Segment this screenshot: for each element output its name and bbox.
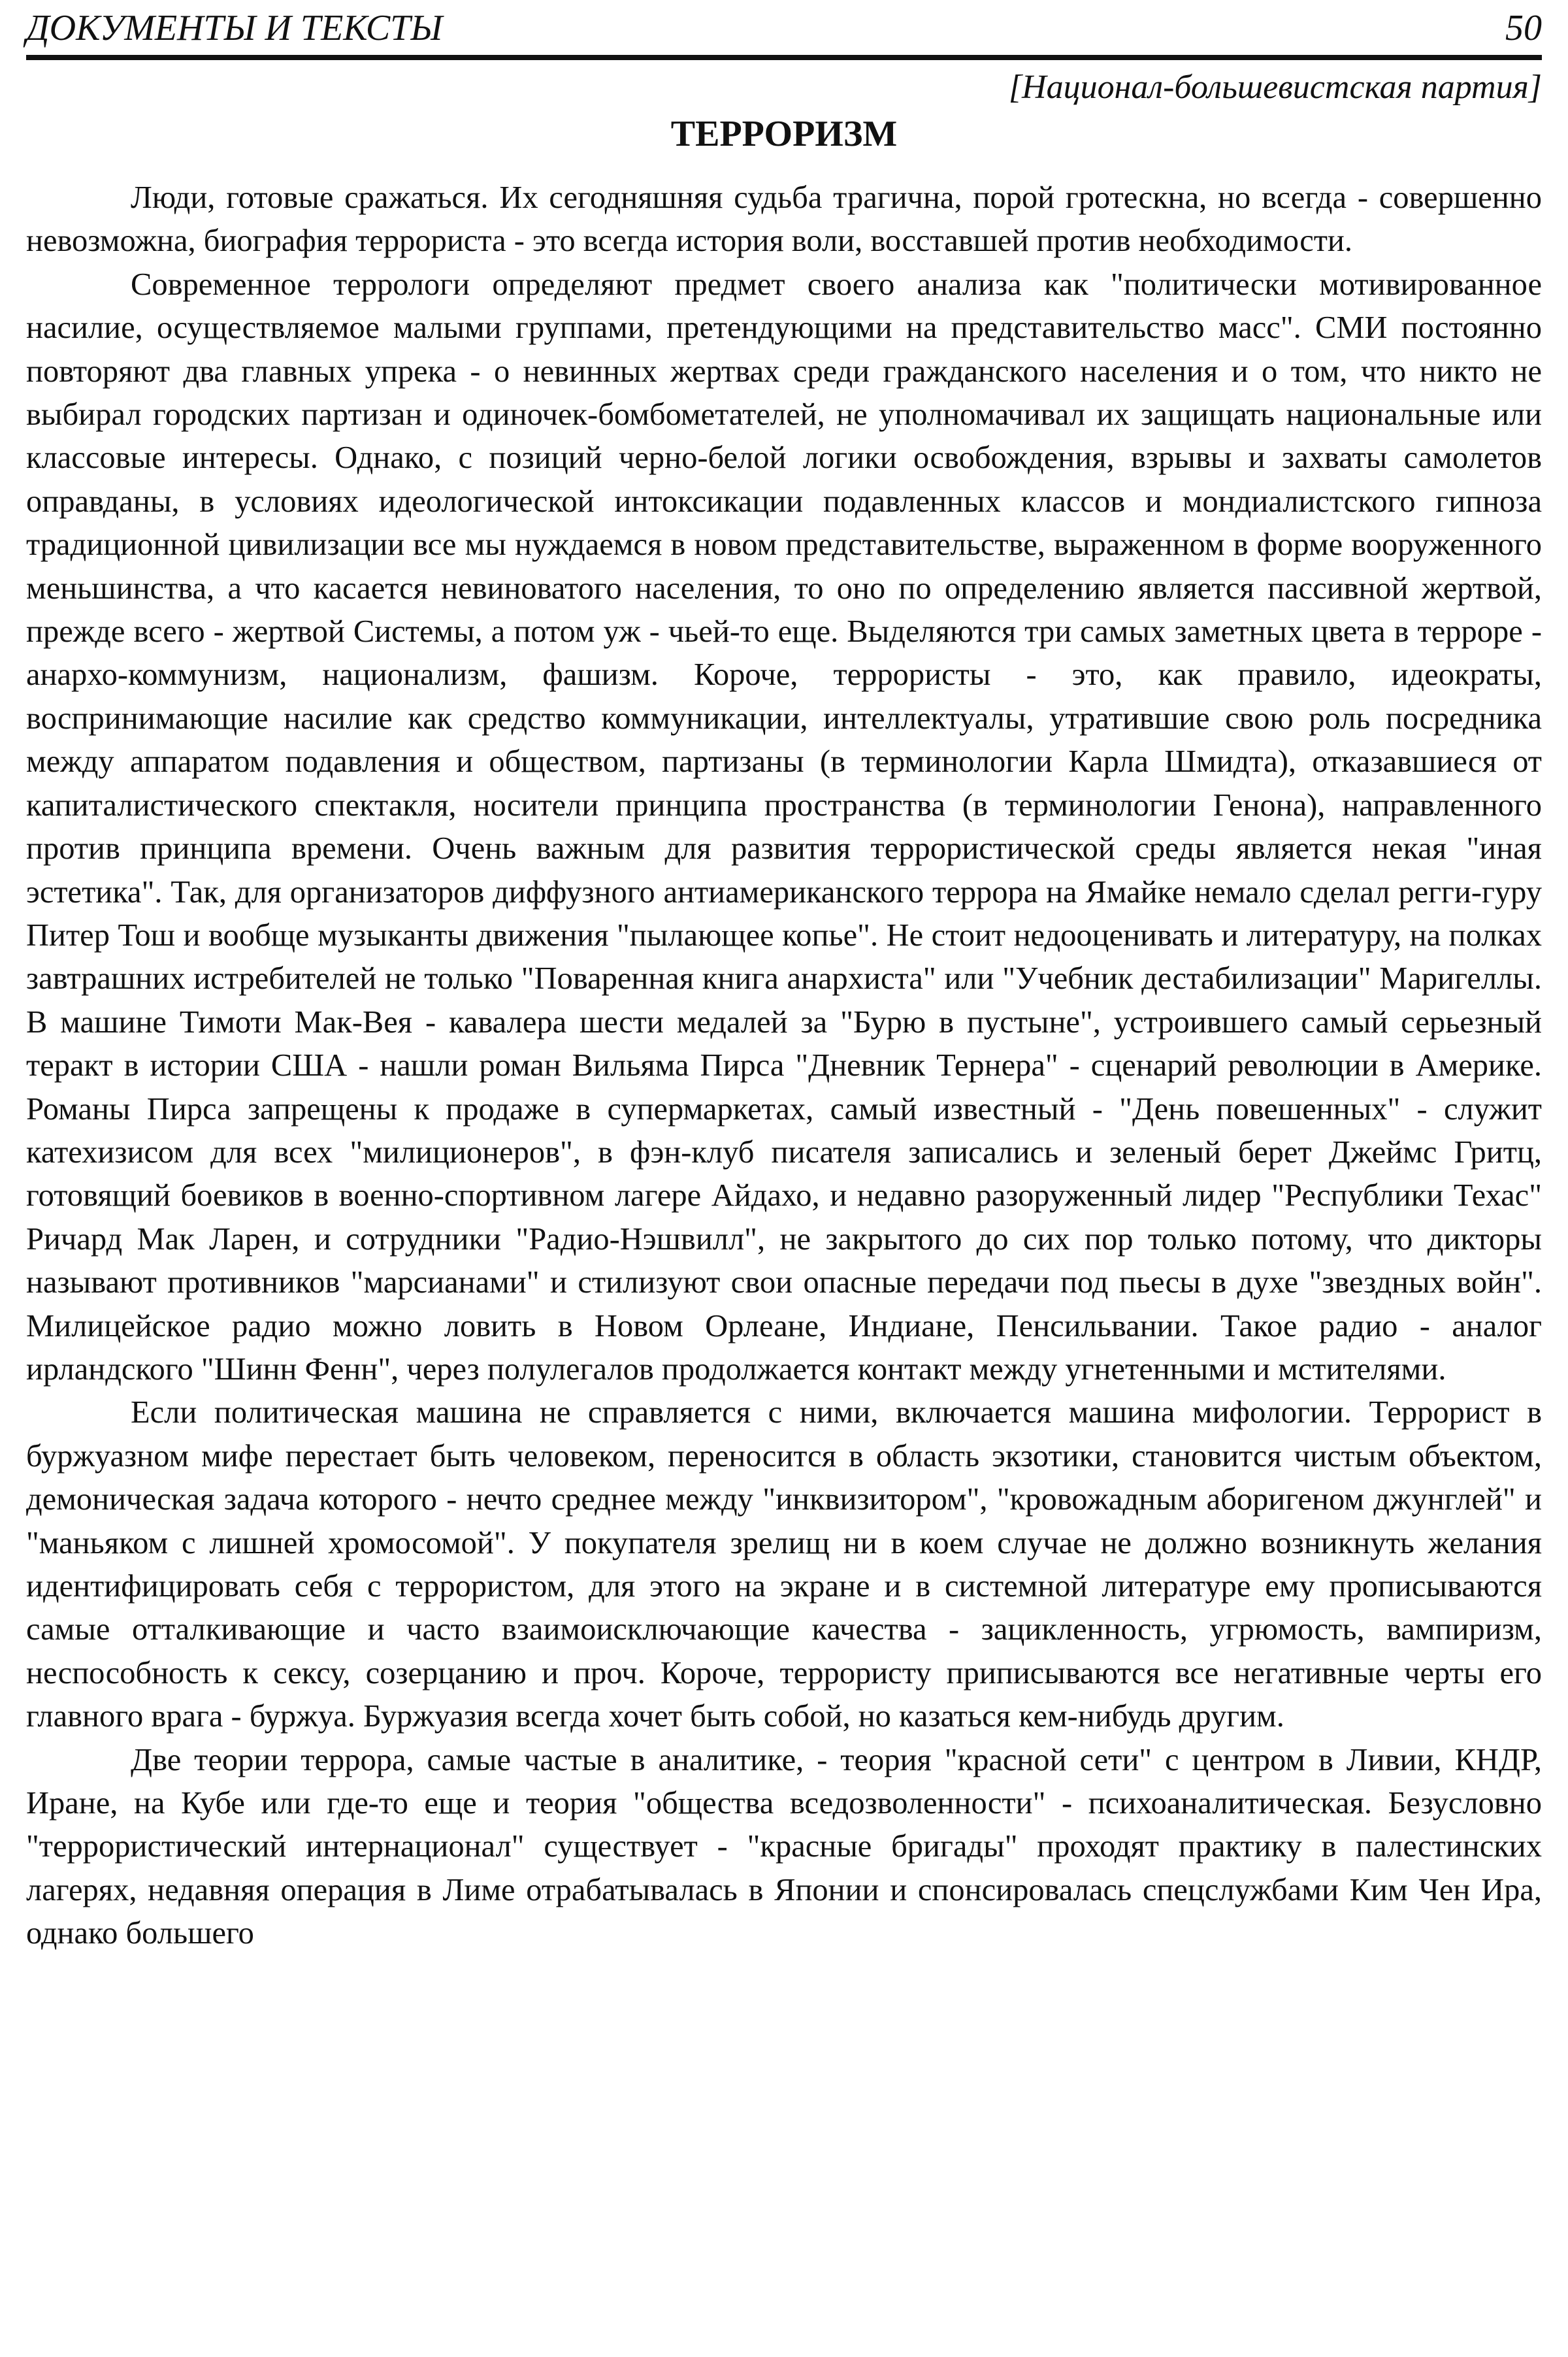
header-rule [26, 55, 1542, 60]
paragraph-3: Если политическая машина не справляется с ними, включается машина мифологии. Террорист в буржуазном мифе перестает быть человеком, переносится в область экзотики, становится чистым объектом, демоническая задача которого - нечто среднее между "инквизитором", "кровожадным аборигеном джунглей" и "маньяком с лишней хромосомой". У покупателя зрелищ ни в коем случае не должно возникнуть желания идентифицировать себя с террористом, для этого на экране и в системной литературе ему прописываются самые отталкивающие и часто взаимоисключающие качества - зацикленность, угрюмость, вампиризм, неспособность к сексу, созерцанию и проч. Короче, террористу приписываются все негативные черты его главного врага - буржуа. Буржуазия всегда хочет быть собой, но казаться кем-нибудь другим. [26, 1395, 1542, 1734]
page-header [26, 5, 1542, 51]
page-number: 50 [1505, 8, 1542, 48]
running-title: ДОКУМЕНТЫ И ТЕКСТЫ [26, 8, 443, 48]
article-title: ТЕРРОРИЗМ [670, 114, 898, 154]
attribution: [Национал-большевистская партия] [1008, 69, 1542, 106]
paragraph-2: Современное террологи определяют предмет своего анализа как "политически мотивированное насилие, осуществляемое малыми группами, претендующими на представительство масс". СМИ постоянно повторяют два главных упрека - о невинных жертвах среди гражданского населения и о том, что никто не выбирал городских партизан и одиночек-бомбометателей, не уполномачивал их защищать национальные или классовые интересы. Однако, с позиций черно-белой логики освобождения, взрывы и захваты самолетов оправданы, в условиях идеологической интоксикации подавленных классов и мондиалистского гипноза традиционной цивилизации все мы нуждаемся в новом представительстве, выраженном в форме вооруженного меньшинства, а что касается невиноватого населения, то оно по определению является пассивной жертвой, прежде всего - жертвой Системы, а потом уж - чьей-то еще. Выделяются три самых заметных цвета в терроре - анархо-коммунизм, национализм, фашизм. Короче, террористы - это, как правило, идеократы, воспринимающие насилие как средство коммуникации, интеллектуалы, утратившие свою роль посредника между аппаратом подавления и обществом, партизаны (в терминологии Карла Шмидта), отказавшиеся от капиталистического спектакля, носители принципа пространства (в терминологии Генона), направленного против принципа времени. Очень важным для развития террористической среды является некая "иная эстетика". Так, для организаторов диффузного антиамериканского террора на Ямайке немало сделал регги-гуру Питер Тош и вообще музыканты движения "пылающее копье". Не стоит недооценивать и литературу, на полках завтрашних истребителей не только "Поваренная книга анархиста" или "Учебник дестабилизации" Маригеллы. В машине Тимоти Мак-Вея - кавалера шести медалей за "Бурю в пустыне", устроившего самый серьезный теракт в истории США - нашли роман Вильяма Пирса "Дневник Тернера" - сценарий революции в Америке. Романы Пирса запрещены к продаже в супермаркетах, самый известный - "День повешенных" - служит катехизисом для всех "милиционеров", в фэн-клуб писателя записались и зеленый берет Джеймс Гритц, готовящий боевиков в военно-спортивном лагере Айдахо, и недавно разоруженный лидер "Республики Техас" Ричард Мак Ларен, и сотрудники "Радио-Нэшвилл", не закрытого до сих пор только потому, что дикторы называют противников "марсианами" и стилизуют свои опасные передачи под пьесы в духе "звездных войн". Милицейское радио можно ловить в Новом Орлеане, Индиане, Пенсильвании. Такое радио - аналог ирландского "Шинн Фенн", через полулегалов продолжается контакт между угнетенными и мстителями. [26, 267, 1542, 1387]
article-body [26, 176, 1542, 1956]
paragraph-4: Две теории террора, самые частые в аналитике, - теория "красной сети" с центром в Ливии, КНДР, Иране, на Кубе или где-то еще и теория "общества вседозволенности" - психоаналитическая. Безусловно "террористический интернационал" существует - "красные бригады" проходят практику в палестинских лагерях, недавняя операция в Лиме отрабатывалась в Японии и спонсировалась спецслужбами Ким Чен Ира, однако большего [26, 1742, 1542, 1951]
paragraph-1: Люди, готовые сражаться. Их сегодняшняя судьба трагична, порой гротескна, но всегда - совершенно невозможна, биография террориста - это всегда история воли, восставшей против необходимости. [26, 180, 1542, 259]
